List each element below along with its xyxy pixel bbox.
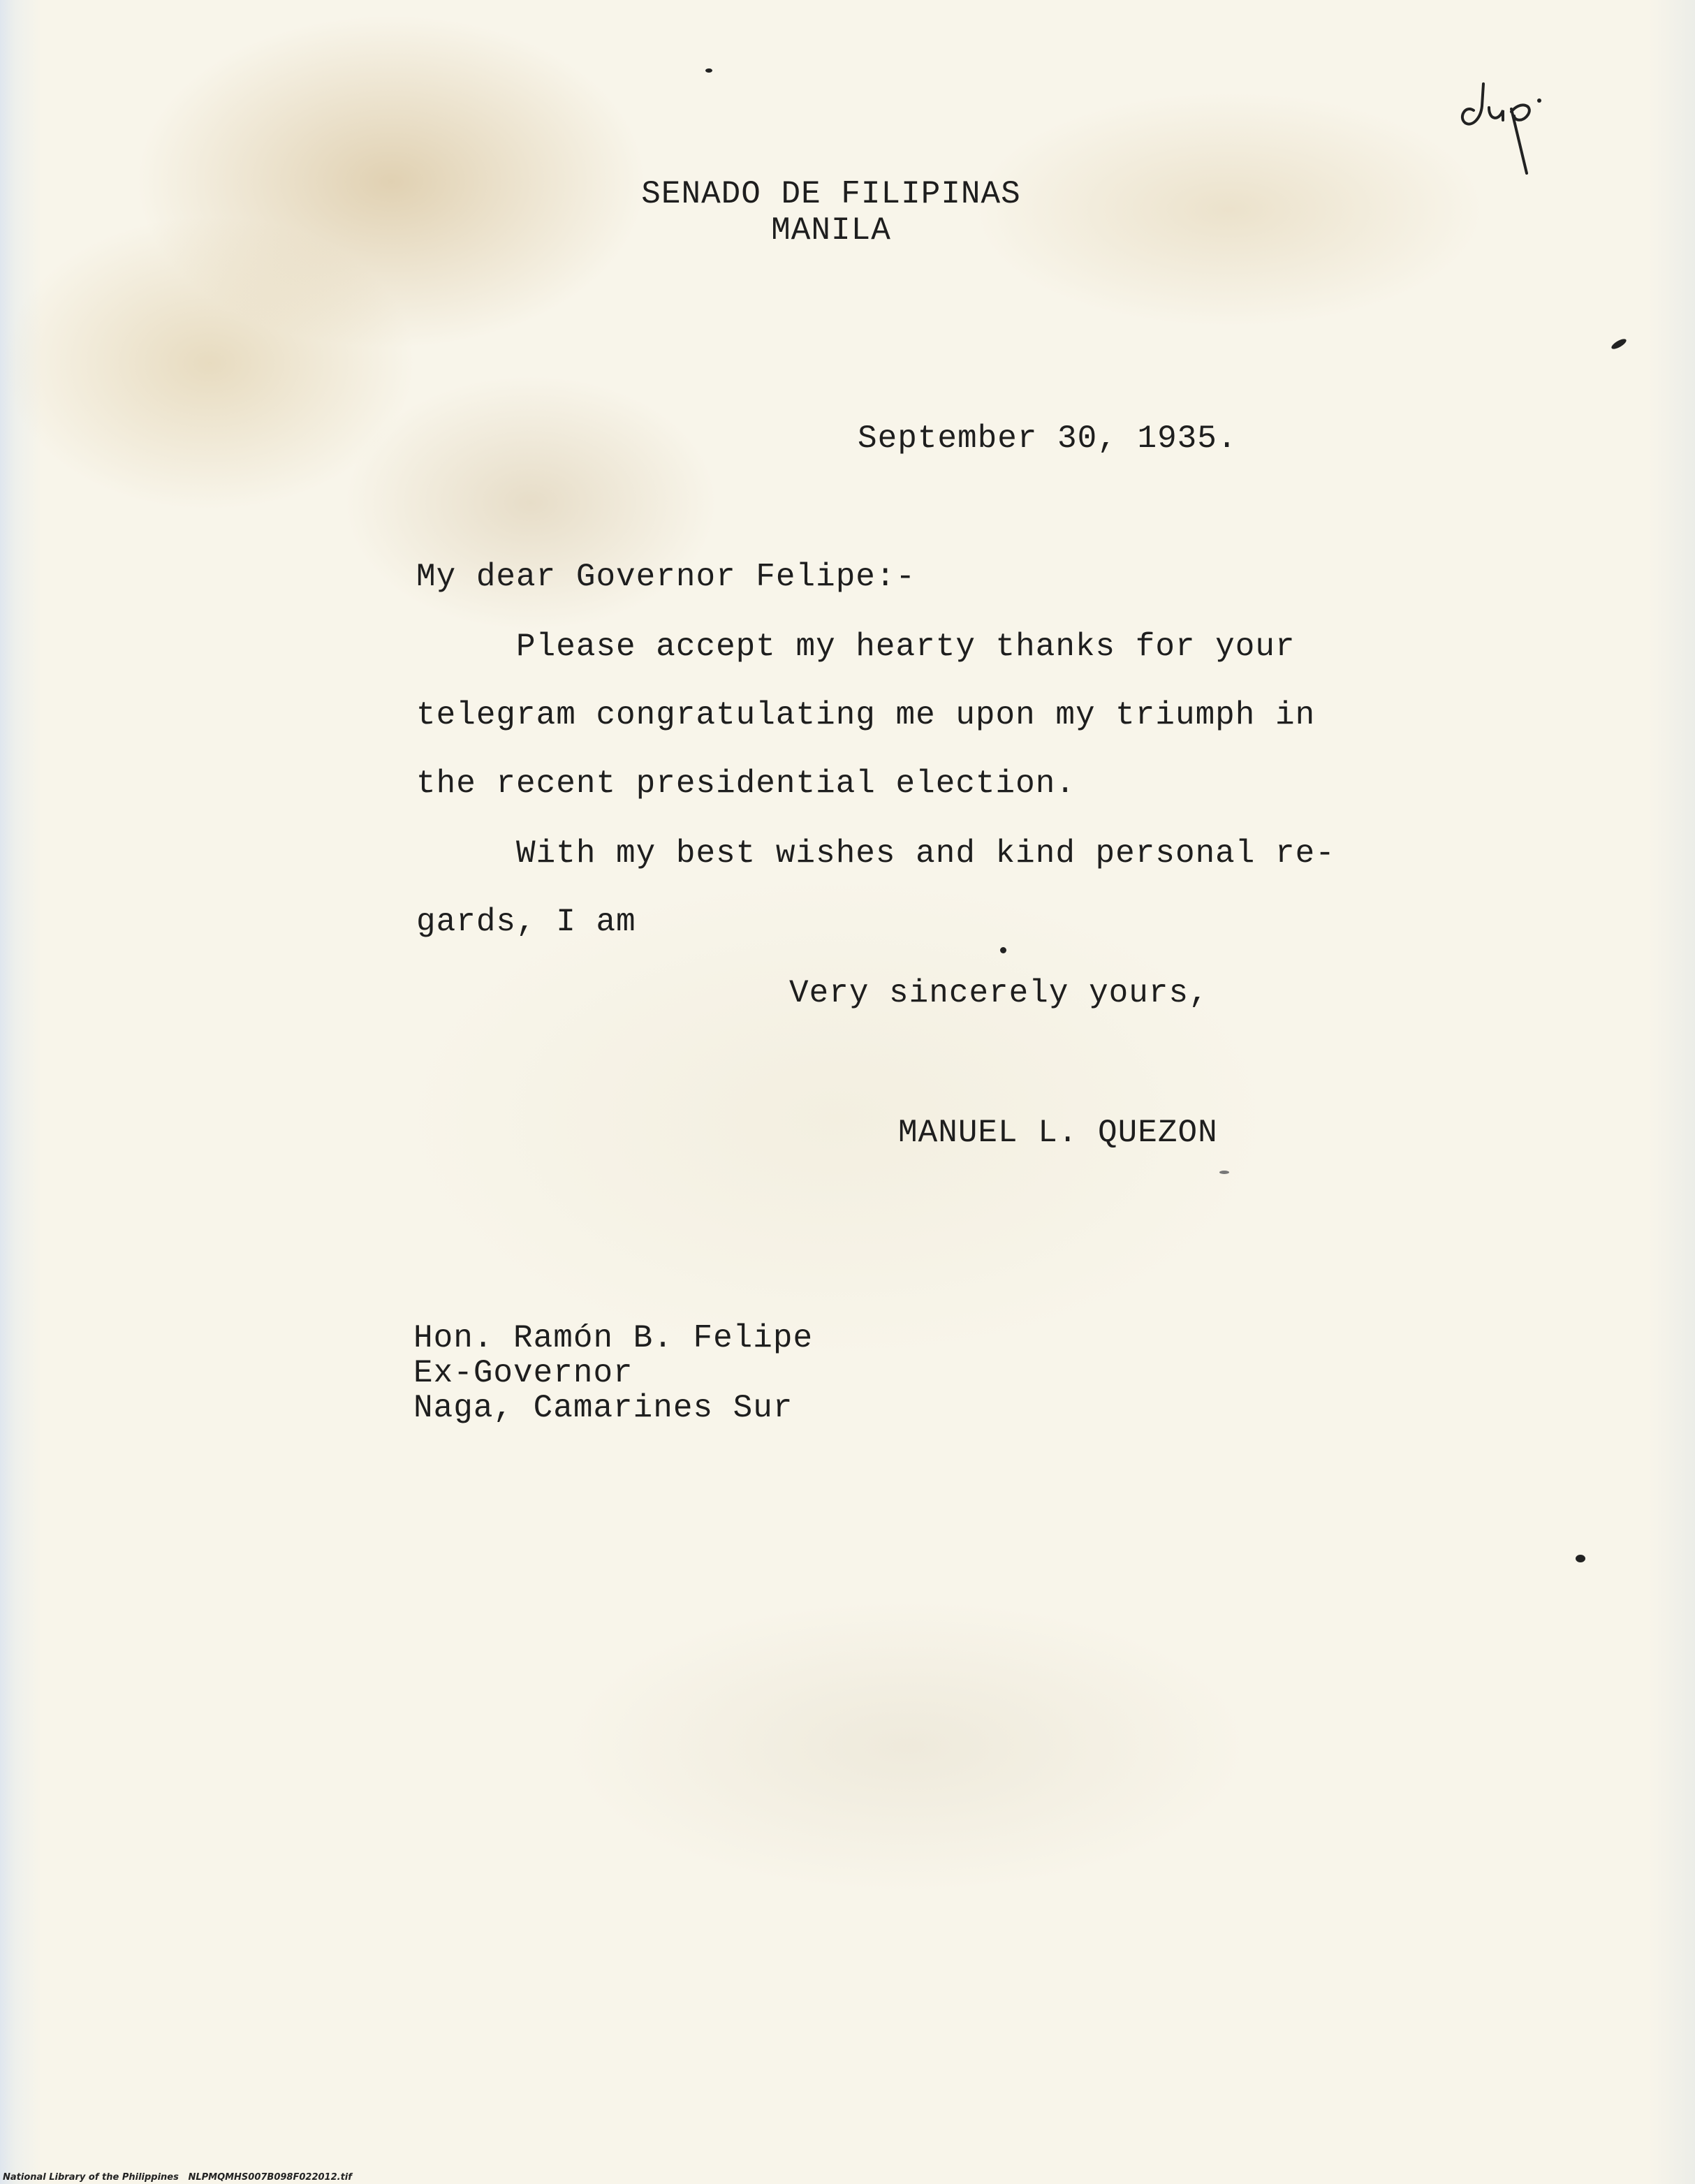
ink-speck bbox=[705, 68, 712, 73]
letter-closing: Very sincerely yours, bbox=[789, 975, 1209, 1011]
letter-signature: MANUEL L. QUEZON bbox=[898, 1115, 1218, 1151]
ink-speck bbox=[1219, 1171, 1229, 1174]
letter-body-line-4: With my best wishes and kind personal re- bbox=[416, 835, 1335, 872]
letterhead-title: SENADO DE FILIPINAS bbox=[641, 176, 1021, 212]
letter-body-line-2: telegram congratulating me upon my triumph in bbox=[416, 697, 1316, 733]
recipient-title: Ex-Governor bbox=[413, 1355, 633, 1391]
footer-file-id: NLPMQMHS007B098F022012.tif bbox=[188, 2172, 352, 2183]
letter-date: September 30, 1935. bbox=[858, 420, 1238, 457]
ink-speck bbox=[1576, 1555, 1585, 1562]
ink-speck bbox=[1610, 337, 1627, 351]
archive-footer bbox=[3, 2172, 352, 2183]
letter-salutation: My dear Governor Felipe:- bbox=[416, 559, 916, 595]
letterhead-city: MANILA bbox=[771, 212, 891, 249]
letter-body-line-1: Please accept my hearty thanks for your bbox=[416, 629, 1296, 665]
handwritten-dup-annotation bbox=[1453, 56, 1578, 182]
recipient-address: Naga, Camarines Sur bbox=[413, 1390, 793, 1426]
letter-body-line-3: the recent presidential election. bbox=[416, 765, 1076, 802]
footer-institution: National Library of the Philippines bbox=[3, 2172, 179, 2183]
letter-body-line-5: gards, I am bbox=[416, 904, 636, 940]
recipient-name: Hon. Ramón B. Felipe bbox=[413, 1320, 814, 1356]
ink-speck bbox=[1000, 947, 1006, 953]
